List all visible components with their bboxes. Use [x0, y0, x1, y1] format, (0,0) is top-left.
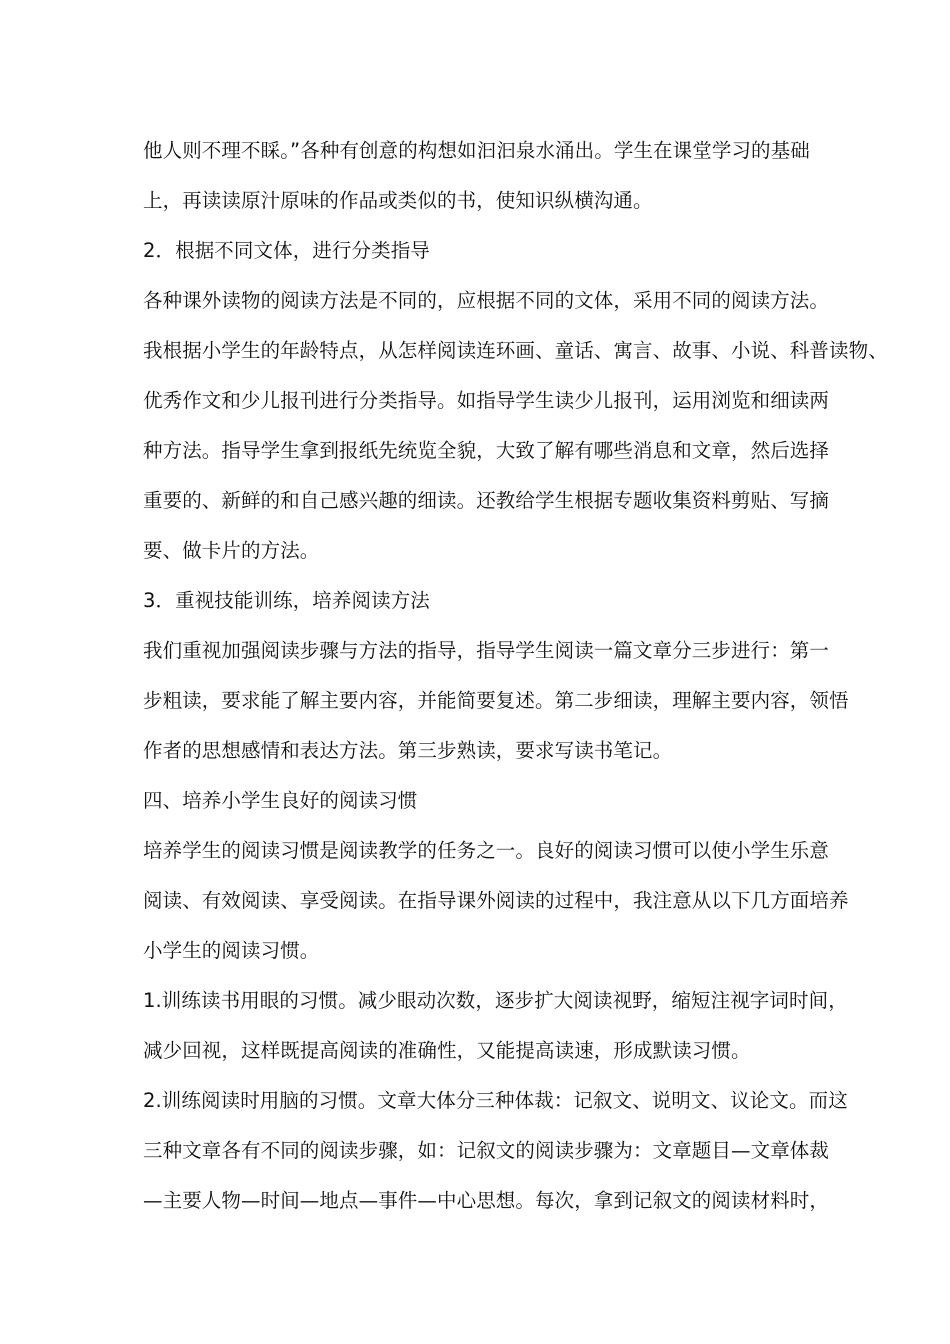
text-line: 小学生的阅读习惯。 — [143, 939, 320, 962]
text-line: —主要人物—时间—地点—事件—中心思想。每次，拿到记叙文的阅读材料时， — [143, 1189, 830, 1212]
text-line: 步粗读，要求能了解主要内容，并能简要复述。第二步细读，理解主要内容，领悟 — [143, 689, 849, 712]
text-line: 减少回视，这样既提高阅读的准确性，又能提高读速，形成默读习惯。 — [143, 1039, 751, 1062]
text-line: 优秀作文和少儿报刊进行分类指导。如指导学生读少儿报刊，运用浏览和细读两 — [143, 389, 830, 412]
section-heading: 3．重视技能训练，培养阅读方法 — [143, 589, 430, 612]
text-line: 我根据小学生的年龄特点，从怎样阅读连环画、童话、寓言、故事、小说、科普读物、 — [143, 339, 888, 362]
text-line: 种方法。指导学生拿到报纸先统览全貌，大致了解有哪些消息和文章，然后选择 — [143, 439, 830, 462]
text-line: 培养学生的阅读习惯是阅读教学的任务之一。良好的阅读习惯可以使小学生乐意 — [143, 839, 830, 862]
text-line: 阅读、有效阅读、享受阅读。在指导课外阅读的过程中，我注意从以下几方面培养 — [143, 889, 849, 912]
text-line: 作者的思想感情和表达方法。第三步熟读，要求写读书笔记。 — [143, 739, 673, 762]
text-line: 他人则不理不睬。”各种有创意的构想如汩汩泉水涌出。学生在课堂学习的基础 — [143, 139, 810, 162]
text-line: 2.训练阅读时用脑的习惯。文章大体分三种体裁：记叙文、说明文、议论文。而这 — [143, 1089, 848, 1112]
text-line: 1.训练读书用眼的习惯。减少眼动次数，逐步扩大阅读视野，缩短注视字词时间， — [143, 989, 848, 1012]
section-heading: 四、培养小学生良好的阅读习惯 — [143, 789, 418, 812]
text-line: 要、做卡片的方法。 — [143, 539, 320, 562]
text-line: 上，再读读原汁原味的作品或类似的书，使知识纵横沟通。 — [143, 189, 653, 212]
text-line: 各种课外读物的阅读方法是不同的，应根据不同的文体，采用不同的阅读方法。 — [143, 289, 830, 312]
section-heading: 2．根据不同文体，进行分类指导 — [143, 239, 430, 262]
text-line: 三种文章各有不同的阅读步骤，如：记叙文的阅读步骤为：文章题目—文章体裁 — [143, 1139, 830, 1162]
text-line: 重要的、新鲜的和自己感兴趣的细读。还教给学生根据专题收集资料剪贴、写摘 — [143, 489, 830, 512]
text-line: 我们重视加强阅读步骤与方法的指导，指导学生阅读一篇文章分三步进行：第一 — [143, 639, 830, 662]
